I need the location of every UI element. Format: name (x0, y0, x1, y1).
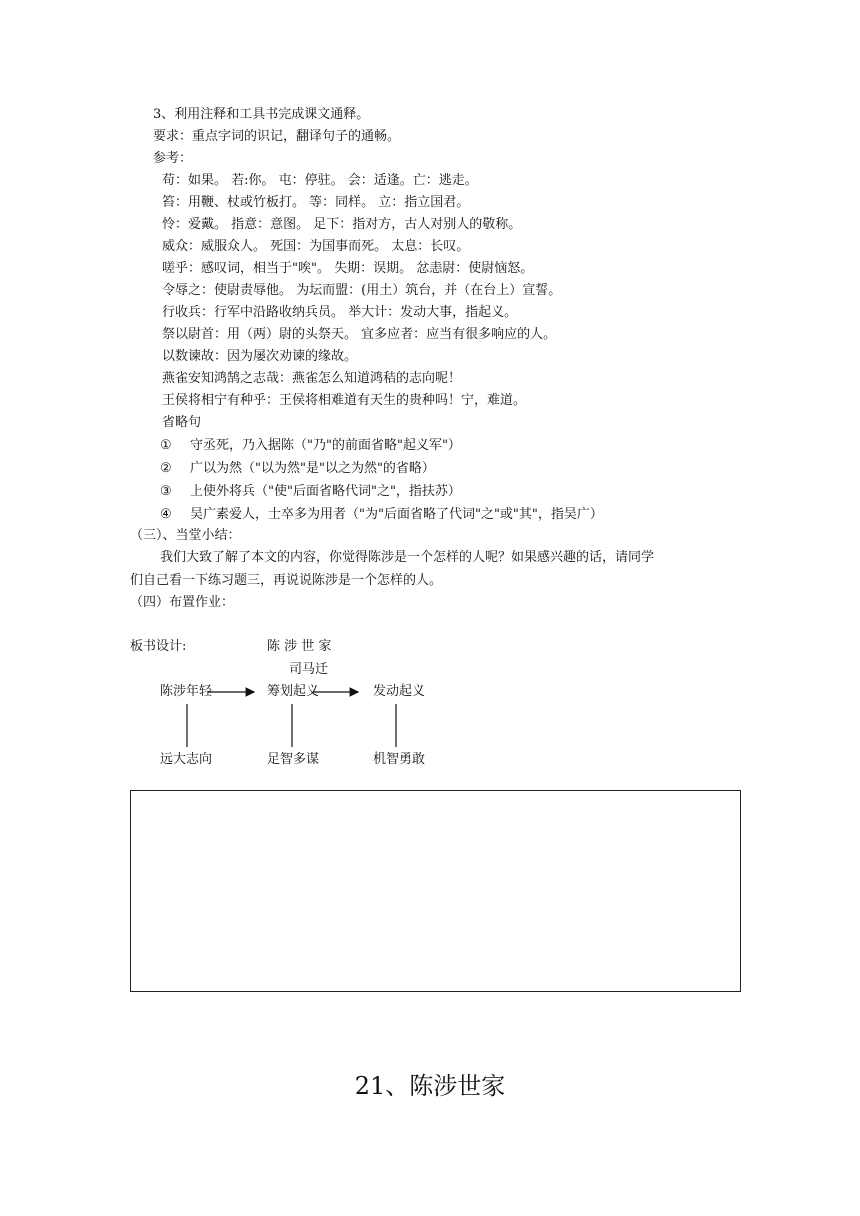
gloss-line: 王侯将相宁有种乎：王侯将相难道有天生的贵种吗！宁，难道。 (162, 393, 527, 408)
board-label: 板书设计: (130, 639, 187, 654)
gloss-line: 苟：如果。 若:你。 屯：停驻。 会：适逢。亡：逃走。 (162, 173, 478, 188)
stage-label: 发动起义 (373, 684, 426, 699)
gloss-line: 令辱之：使尉责辱他。 为坛而盟：(用土）筑台，并（在台上）宣誓。 (162, 283, 562, 298)
omission-heading: 省略句 (162, 415, 202, 430)
gloss-line: 嗟乎：感叹词，相当于"唉"。 失期：误期。 忿恚尉：使尉恼怒。 (162, 261, 534, 276)
board-author: 司马迁 (289, 662, 329, 677)
gloss-line: 怜：爱戴。 指意：意图。 足下：指对方，古人对别人的敬称。 (162, 217, 522, 232)
summary-paragraph-line: 们自己看一下练习题三，再说说陈涉是一个怎样的人。 (130, 573, 443, 588)
stage-label: 陈涉年轻 (160, 684, 213, 699)
gloss-line: 笞：用鞭、杖或竹板打。 等：同样。 立：指立国君。 (162, 195, 470, 210)
summary-paragraph-line: 我们大致了解了本文的内容，你觉得陈涉是一个怎样的人呢？如果感兴趣的话，请同学 (160, 550, 655, 565)
omission-number: ③ (160, 484, 172, 499)
trait-label: 远大志向 (160, 752, 213, 767)
homework-heading: （四）布置作业： (130, 595, 235, 610)
stage-label: 筹划起义 (267, 684, 320, 699)
trait-label: 机智勇敢 (373, 752, 426, 767)
omission-number: ① (160, 438, 172, 453)
trait-label: 足智多谋 (267, 752, 320, 767)
gloss-line: 行收兵：行军中沿路收纳兵员。 举大计：发动大事，指起义。 (162, 305, 518, 320)
omission-text: 广以为然（"以为然"是"以之为然"的省略） (190, 461, 435, 476)
omission-text: 吴广素爱人，士卒多为用者（"为"后面省略了代词"之"或"其"，指吴广） (190, 507, 603, 522)
page-title: 21、陈涉世家 (354, 1072, 506, 1100)
gloss-line: 威众：威服众人。 死国：为国事而死。 太息：长叹。 (162, 239, 470, 254)
section-3-heading: 3、利用注释和工具书完成课文通释。 (153, 107, 370, 122)
gloss-line: 祭以尉首：用（两）尉的头祭天。 宜多应者：应当有很多响应的人。 (162, 327, 557, 342)
omission-text: 上使外将兵（"使"后面省略代词"之"，指扶苏） (190, 484, 461, 499)
omission-text: 守丞死，乃入据陈（"乃"的前面省略"起义军"） (190, 438, 461, 453)
gloss-line: 以数谏故：因为屡次劝谏的缘故。 (162, 349, 358, 364)
gloss-line: 燕雀安知鸿鹄之志哉：燕雀怎么知道鸿秸的志向呢！ (162, 371, 462, 386)
board-title: 陈 涉 世 家 (267, 639, 332, 654)
omission-number: ② (160, 461, 172, 476)
empty-frame (130, 790, 741, 992)
requirement-line: 要求：重点字词的识记，翻译句子的通畅。 (153, 129, 401, 144)
summary-heading: （三）、当堂小结： (130, 528, 241, 543)
omission-number: ④ (160, 507, 172, 522)
reference-label: 参考： (153, 151, 193, 166)
